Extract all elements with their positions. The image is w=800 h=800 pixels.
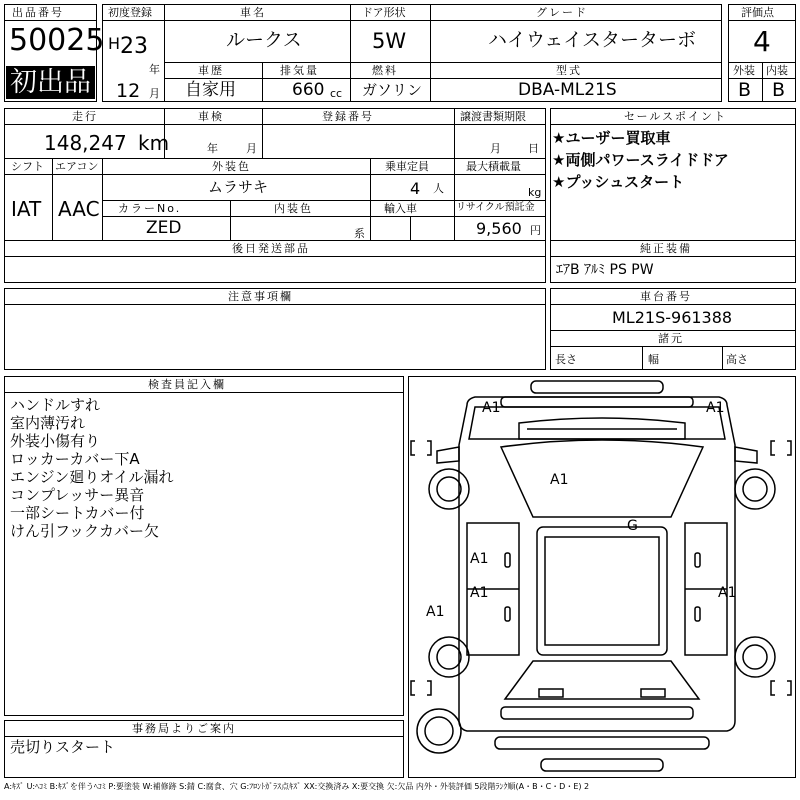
inspector-note: 外装小傷有り: [10, 432, 101, 450]
interior-grade-label: 内装: [766, 64, 788, 77]
month-unit: 月: [149, 87, 160, 100]
first-reg-label: 初度登録: [108, 6, 152, 19]
color-no: ZED: [146, 218, 182, 238]
transfer-label: 譲渡書類期限: [460, 110, 526, 123]
inspection-year-unit: 年: [207, 142, 218, 155]
fuel: ガソリン: [362, 81, 423, 99]
interior-color-label: 内装色: [274, 202, 313, 215]
grade-label: グレード: [536, 6, 588, 19]
era: H: [108, 34, 121, 53]
equipment: ｴｱB ｱﾙﾐ PS PW: [556, 262, 654, 278]
damage-mark: A1: [482, 400, 501, 416]
door-label: ドア形状: [362, 6, 406, 19]
sales-point: ★プッシュスタート: [552, 173, 685, 191]
damage-mark: A1: [550, 472, 569, 488]
model: DBA-ML21S: [518, 80, 617, 100]
name-label: 車名: [240, 6, 266, 19]
car-outline: [409, 377, 795, 777]
color: ムラサキ: [208, 178, 269, 196]
history-label: 車歴: [198, 64, 224, 77]
exterior-grade-label: 外装: [733, 64, 755, 77]
inspector-label: 検査員記入欄: [148, 378, 226, 391]
transfer-day-unit: 日: [528, 142, 539, 155]
recycle-unit: 円: [530, 224, 541, 237]
score: 4: [753, 25, 771, 58]
mileage-label: 走行: [72, 110, 98, 123]
ac: AAC: [58, 197, 100, 221]
inspector-note: 一部シートカバー付: [10, 504, 145, 522]
reg-year: 23: [120, 34, 148, 59]
ac-label: エアコン: [55, 160, 99, 173]
interior-grade: B: [772, 79, 786, 101]
damage-mark: G: [627, 518, 638, 534]
sales-label: セールスポイント: [624, 110, 728, 123]
lot-label: 出品番号: [12, 6, 64, 19]
inspector-note: エンジン廻りオイル漏れ: [10, 468, 174, 486]
chassis-label: 車台番号: [640, 290, 692, 303]
car-diagram: [408, 376, 796, 778]
inspector-note: ロッカーカバー下A: [10, 450, 140, 468]
capacity-unit: 人: [433, 182, 444, 195]
import-label: 輸入車: [384, 202, 417, 215]
inspector-note: コンプレッサー異音: [10, 486, 145, 504]
parts-label: 後日発送部品: [232, 242, 310, 255]
color-no-label: カラーNo.: [118, 202, 182, 215]
office-message: 売切りスタート: [10, 738, 116, 756]
model-label: 型式: [556, 64, 582, 77]
length-label: 長さ: [555, 353, 577, 366]
door-type: 5W: [372, 29, 407, 53]
recycle: 9,560: [476, 219, 522, 238]
capacity: 4: [410, 179, 421, 198]
height-label: 高さ: [726, 353, 748, 366]
plate-label: 登録番号: [322, 110, 374, 123]
first-listing-badge: 初出品: [6, 66, 95, 99]
legend: A:ｷｽﾞ U:ﾍｺﾐ B:ｷｽﾞを伴うﾍｺﾐ P:要塗装 W:補修跡 S:錆 C:腐食、穴 G:ﾌﾛﾝﾄｶﾞﾗｽ点ｷｽﾞ XX:交換済み X:要交換 欠:欠品 内外・外装評価 5段階ﾗﾝｸ順(A・B・C・D・E) 2: [4, 782, 590, 791]
chassis-number: ML21S-961388: [612, 308, 733, 327]
notes-label: 注意事項欄: [228, 290, 293, 303]
score-label: 評価点: [741, 6, 774, 19]
damage-mark: A1: [706, 400, 725, 416]
reg-month: 12: [116, 80, 141, 102]
sales-point: ★ユーザー買取車: [552, 129, 671, 147]
fuel-label: 燃料: [372, 64, 398, 77]
damage-mark: A1: [470, 551, 489, 567]
dims-label: 諸元: [658, 332, 684, 345]
inspector-note: 室内薄汚れ: [10, 414, 86, 432]
damage-mark: A1: [718, 585, 737, 601]
grade: ハイウェイスターターボ: [488, 29, 697, 51]
exterior-grade: B: [738, 79, 752, 101]
interior-color-unit: 系: [354, 227, 365, 240]
history: 自家用: [185, 80, 236, 100]
color-label: 外装色: [212, 160, 251, 173]
office-label: 事務局よりご案内: [132, 722, 236, 735]
mileage-unit: km: [138, 131, 170, 155]
displacement: 660: [292, 80, 325, 100]
load-label: 最大積載量: [466, 160, 521, 173]
displacement-unit: cc: [330, 87, 343, 100]
recycle-label: リサイクル預託金: [456, 202, 535, 213]
inspection-label: 車検: [198, 110, 224, 123]
inspector-note: ハンドルすれ: [10, 396, 101, 414]
shift-label: シフト: [11, 160, 44, 173]
sales-point: ★両側パワースライドドア: [552, 151, 729, 169]
width-label: 幅: [648, 353, 659, 366]
lot-number: 50025: [9, 23, 105, 58]
transfer-month-unit: 月: [490, 142, 501, 155]
damage-mark: A1: [470, 585, 489, 601]
inspection-month-unit: 月: [246, 142, 257, 155]
load-unit: kg: [528, 186, 542, 199]
displacement-label: 排気量: [280, 64, 319, 77]
equipment-label: 純正装備: [640, 242, 692, 255]
capacity-label: 乗車定員: [385, 160, 429, 173]
car-name: ルークス: [226, 29, 302, 51]
mileage: 148,247: [44, 131, 127, 155]
year-unit: 年: [149, 63, 160, 76]
shift: IAT: [11, 197, 42, 221]
damage-mark: A1: [426, 604, 445, 620]
inspector-note: けん引フックカバー欠: [10, 522, 159, 540]
